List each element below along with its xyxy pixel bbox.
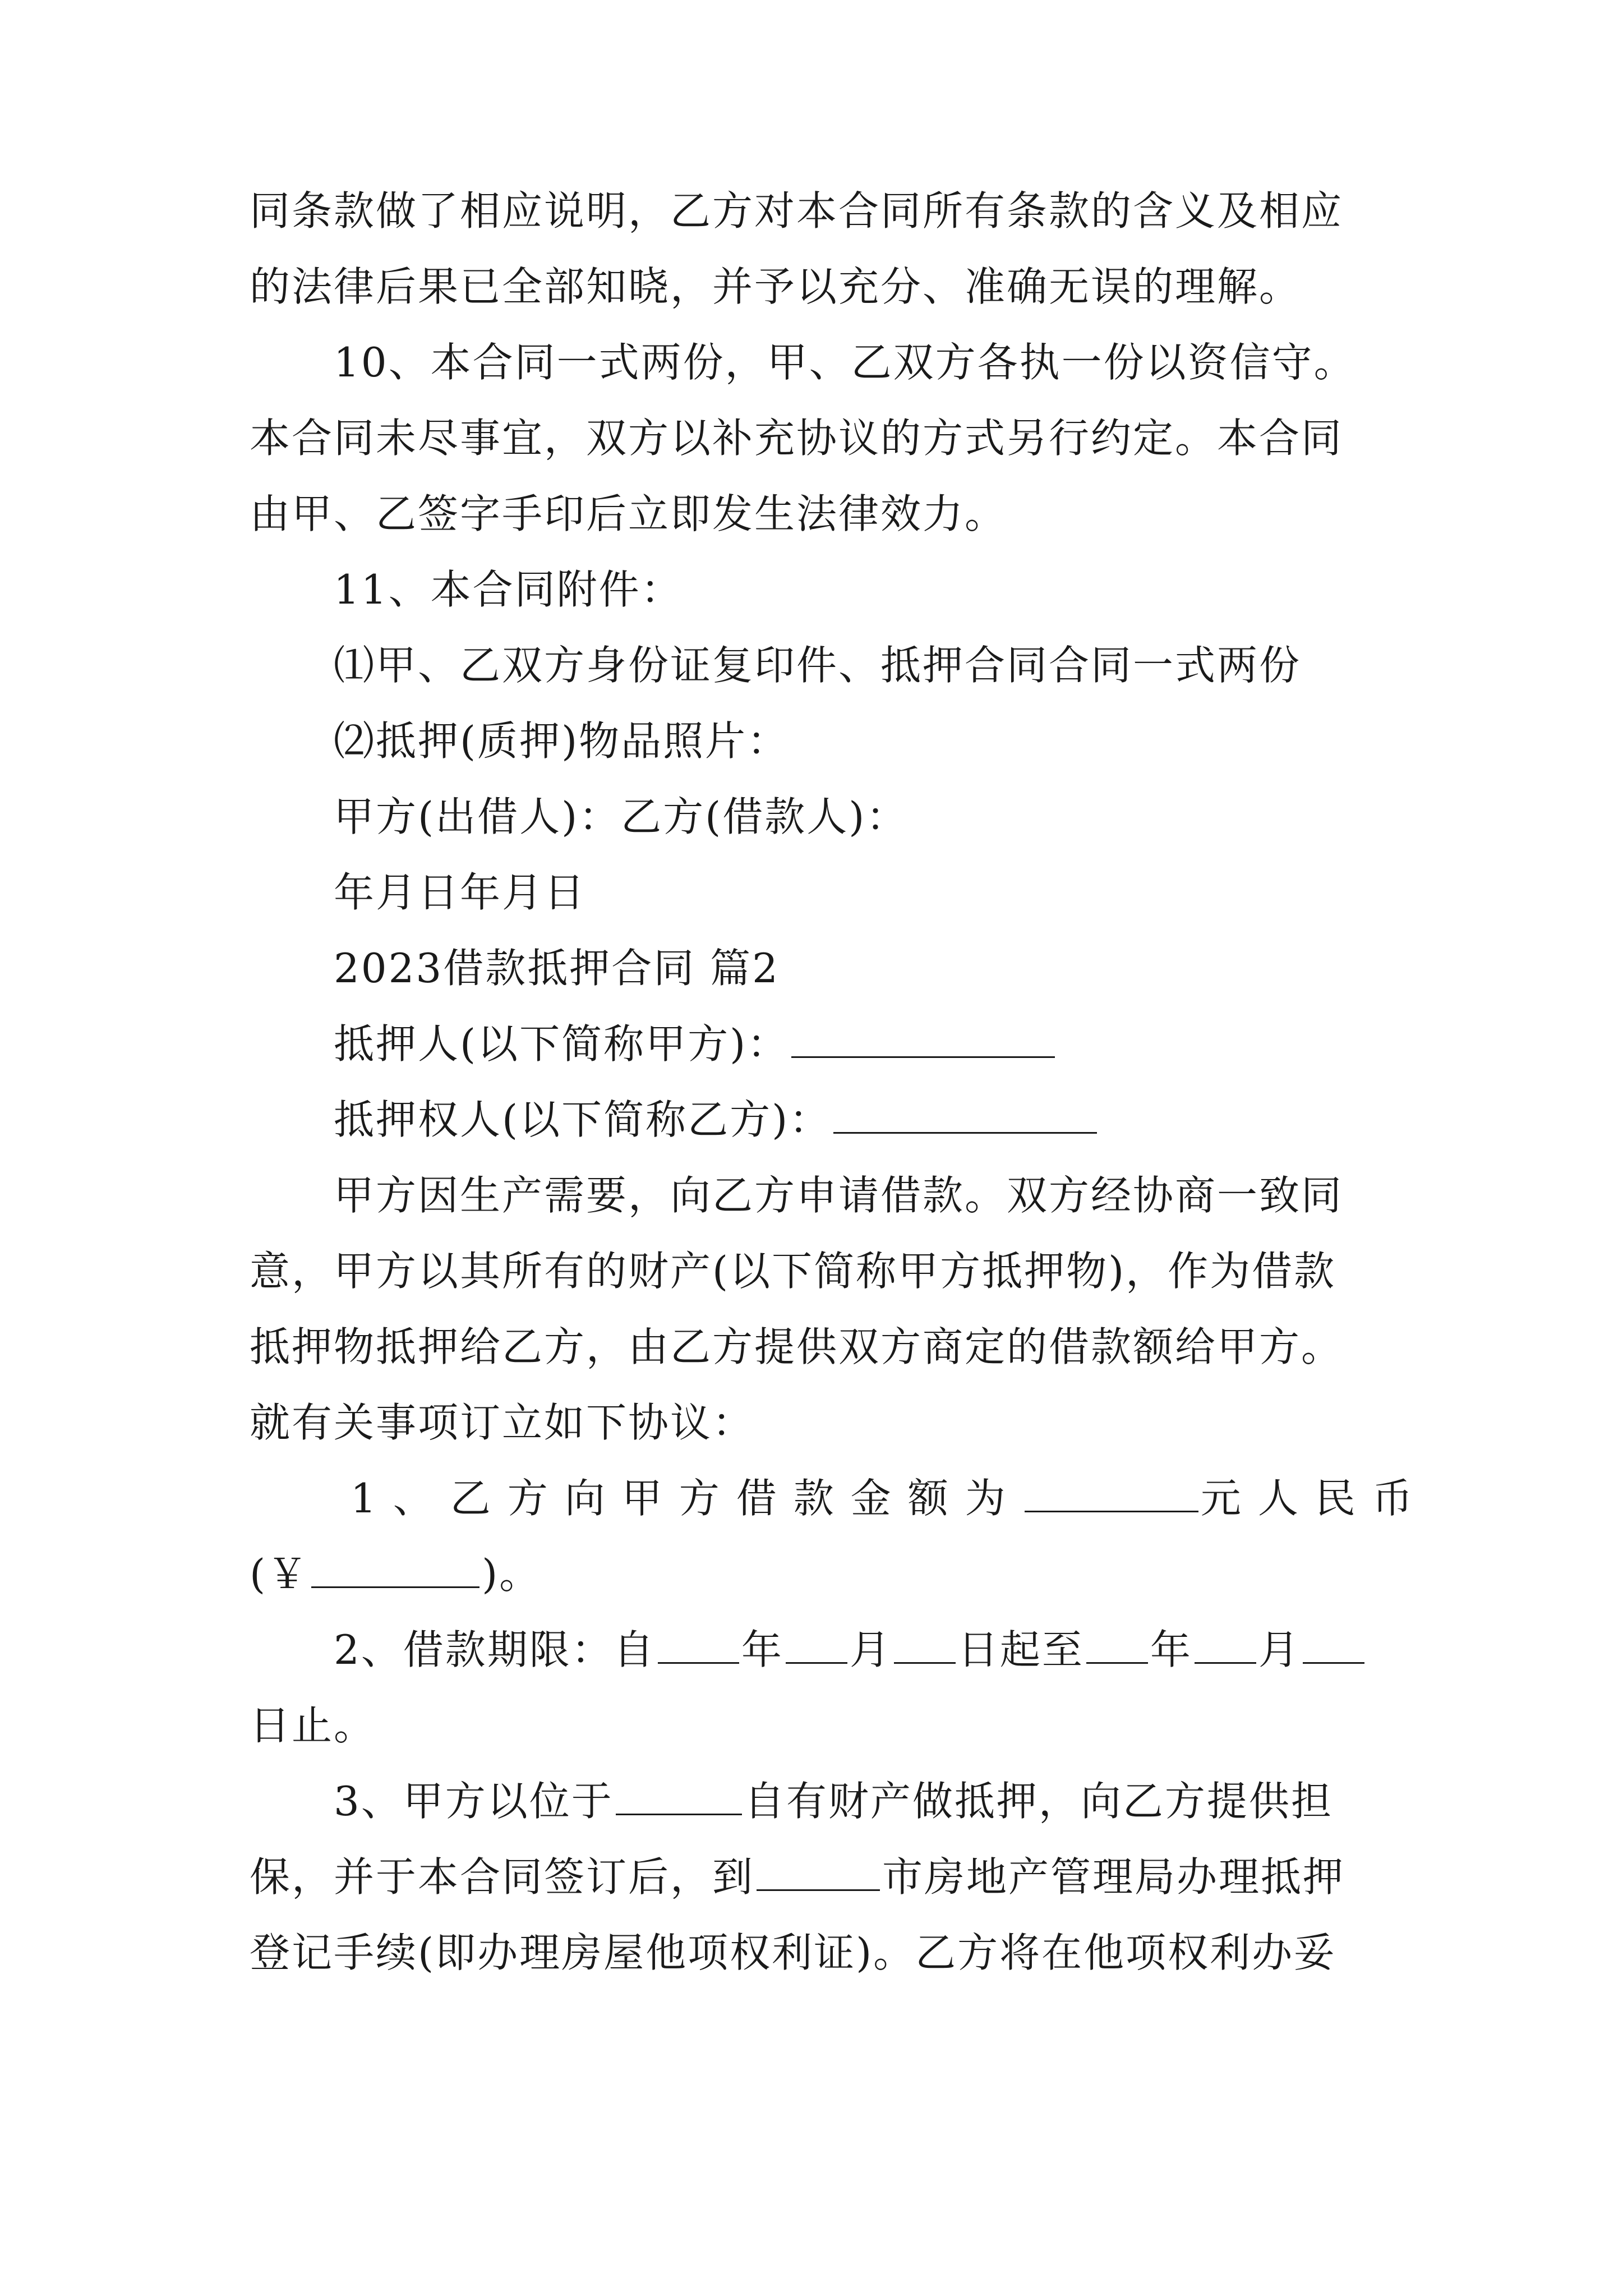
year-label: 年 [1150, 1626, 1192, 1673]
mortgagee-blank [833, 1126, 1097, 1134]
clause-1-text: 1、乙方向甲方借款金额为 [351, 1475, 1022, 1522]
clause-3-text: 自有财产做抵押，向乙方提供担 [744, 1778, 1333, 1825]
term-line [334, 1626, 1367, 1673]
city-blank [757, 1884, 880, 1891]
yuan-open: (￥ [250, 1550, 310, 1598]
text-line: 抵押物抵押给乙方，由乙方提供双方商定的借款额给甲方。 [250, 1323, 1344, 1370]
start-day-blank [894, 1657, 956, 1664]
registration-text: 保，并于本合同签订后，到 [250, 1853, 755, 1901]
text-line: 甲方因生产需要，向乙方申请借款。双方经协商一致同 [334, 1172, 1344, 1219]
clause-1-line [351, 1475, 1430, 1522]
registration-line [250, 1853, 1345, 1901]
text-line: 就有关事项订立如下协议： [250, 1399, 755, 1446]
amount-figure-line [250, 1550, 542, 1598]
start-year-blank [658, 1657, 739, 1664]
text-line: 本合同未尽事宜，双方以补充协议的方式另行约定。本合同 [250, 415, 1344, 462]
month-label: 月 [1258, 1626, 1301, 1673]
section-heading: 2023借款抵押合同 篇2 [334, 945, 780, 992]
day-until-label: 日起至 [957, 1626, 1084, 1673]
location-blank [616, 1808, 742, 1815]
text-line: 的法律后果已全部知晓，并予以充分、准确无误的理解。 [250, 263, 1302, 310]
start-month-blank [786, 1657, 847, 1664]
mortgagee-label: 抵押权人(以下简称乙方)： [334, 1096, 832, 1143]
text-line: 日止。 [250, 1702, 376, 1749]
text-line: 同条款做了相应说明，乙方对本合同所有条款的含义及相应 [250, 187, 1344, 234]
mortgagee-line [334, 1096, 1099, 1143]
mortgagor-line [334, 1020, 1057, 1068]
text-line: 意，甲方以其所有的财产(以下简称甲方抵押物)，作为借款 [250, 1248, 1336, 1295]
registration-office: 市房地产管理局办理抵押 [882, 1853, 1345, 1901]
attachment-2: ⑵抵押(质押)物品照片： [334, 717, 790, 765]
clause-3-label: 3、甲方以位于 [334, 1778, 614, 1825]
month-label: 月 [849, 1626, 892, 1673]
clause-10: 10、本合同一式两份，甲、乙双方各执一份以资信守。 [334, 339, 1356, 386]
text-line: 由甲、乙签字手印后立即发生法律效力。 [250, 490, 1007, 537]
end-day-blank [1303, 1657, 1364, 1664]
clause-3-line [334, 1778, 1333, 1825]
term-label: 2、借款期限：自 [334, 1626, 656, 1673]
signature-parties: 甲方(出借人)：乙方(借款人)： [334, 793, 909, 840]
amount-figure-blank [311, 1581, 479, 1588]
year-label: 年 [741, 1626, 783, 1673]
signature-dates: 年月日年月日 [334, 869, 587, 916]
yuan-close: )。 [482, 1550, 542, 1598]
clause-11: 11、本合同附件： [334, 566, 683, 613]
mortgagor-blank [791, 1051, 1055, 1058]
mortgagor-label: 抵押人(以下简称甲方)： [334, 1020, 790, 1068]
amount-blank [1025, 1505, 1198, 1512]
currency-text: 元人民币 [1200, 1475, 1430, 1522]
text-line: 登记手续(即办理房屋他项权利证)。乙方将在他项权利办妥 [250, 1929, 1336, 1976]
end-year-blank [1086, 1657, 1148, 1664]
attachment-1: ⑴甲、乙双方身份证复印件、抵押合同合同一式两份 [334, 642, 1302, 689]
end-month-blank [1195, 1657, 1256, 1664]
